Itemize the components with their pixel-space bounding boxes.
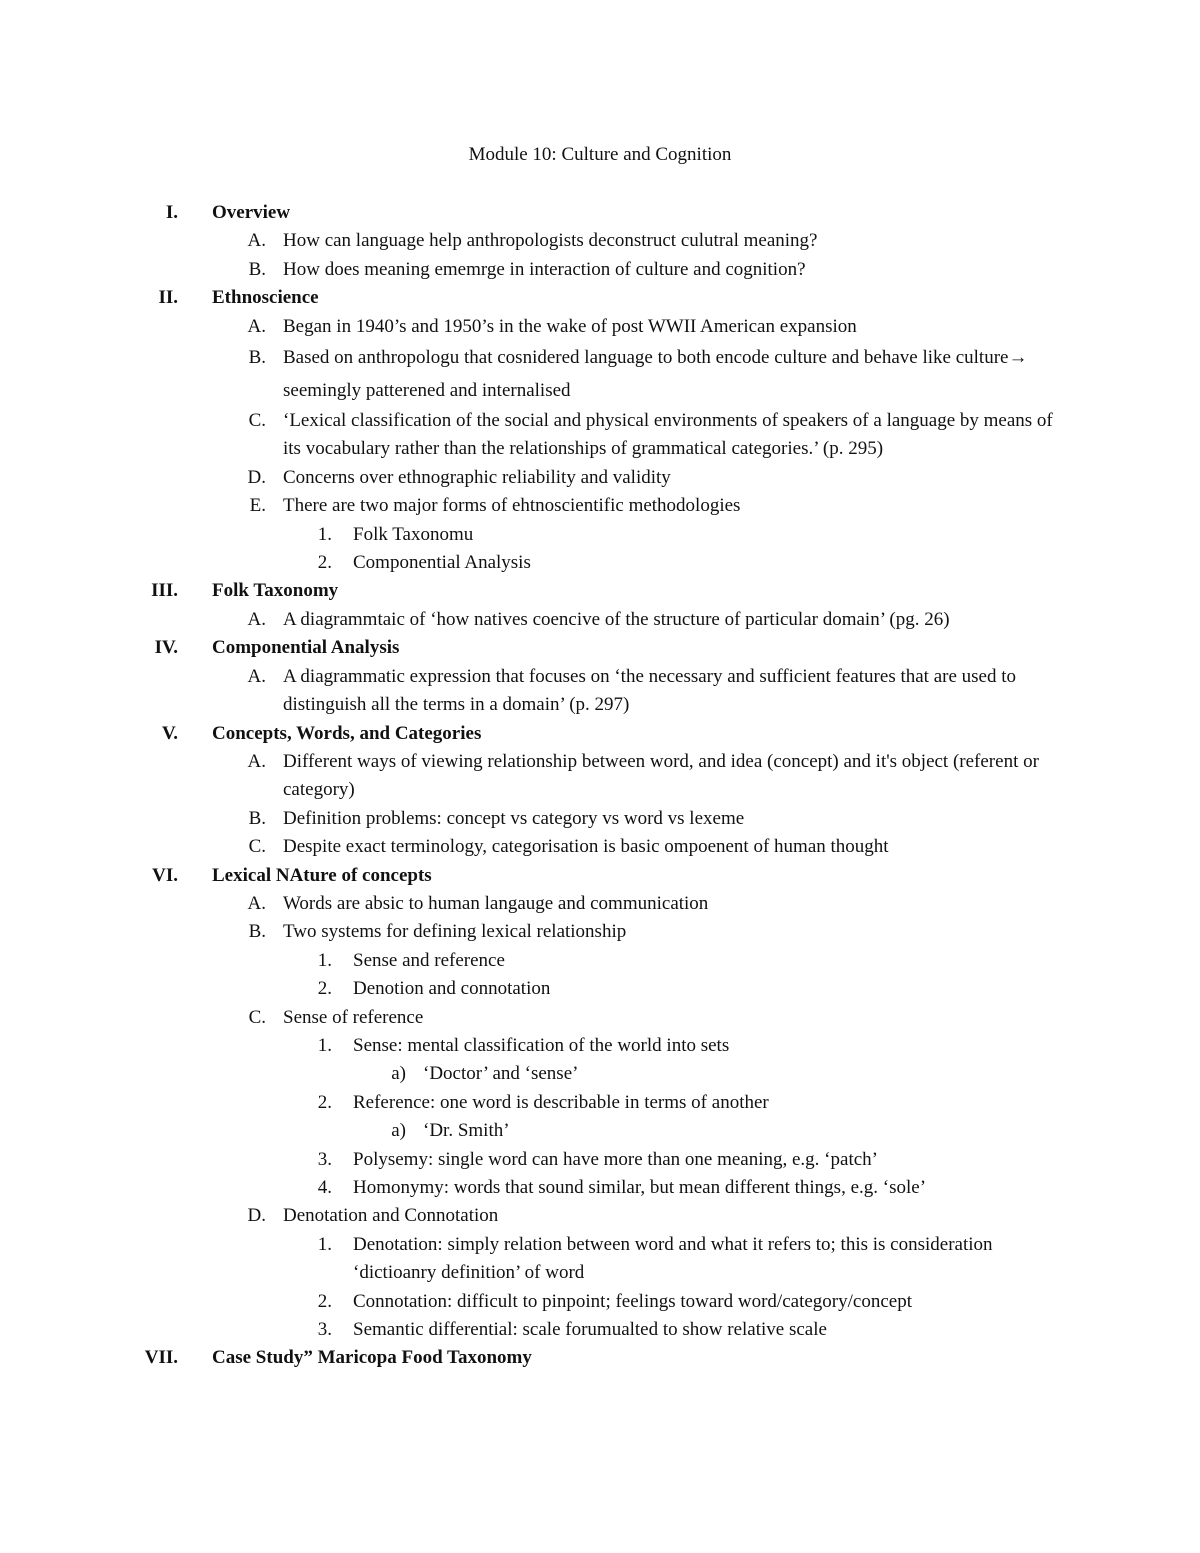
outline-text: Definition problems: concept vs category vs word vs lexeme bbox=[283, 807, 745, 829]
outline-text: ‘Doctor’ and ‘sense’ bbox=[423, 1063, 579, 1085]
outline-item bbox=[0, 918, 1200, 946]
outline-text: Sense and reference bbox=[353, 949, 505, 971]
outline-marker: 1. bbox=[317, 1233, 332, 1255]
outline-text: Homonymy: words that sound similar, but mean different things, e.g. ‘sole’ bbox=[353, 1177, 927, 1198]
outline-text: Connotation: difficult to pinpoint; feelings toward word/category/concept bbox=[353, 1290, 912, 1312]
outline-text: Case Study” Maricopa Food Taxonomy bbox=[212, 1347, 532, 1369]
outline-subsubitem bbox=[0, 1060, 1200, 1088]
outline-marker: 2. bbox=[317, 1290, 332, 1312]
outline-text: ‘Dr. Smith’ bbox=[423, 1120, 510, 1142]
outline-marker: A. bbox=[247, 892, 266, 914]
outline-marker: V. bbox=[161, 722, 178, 744]
outline-text: How does meaning ememrge in interaction of culture and cognition? bbox=[283, 258, 806, 280]
outline-marker: 1. bbox=[317, 1034, 332, 1056]
outline-marker: B. bbox=[248, 921, 266, 943]
outline-item bbox=[0, 805, 1200, 833]
outline-subitem bbox=[0, 1089, 1200, 1117]
outline-text: Two systems for defining lexical relationship bbox=[283, 921, 627, 943]
outline-marker: VI. bbox=[152, 864, 178, 886]
outline-marker: 3. bbox=[317, 1148, 332, 1170]
outline-subitem bbox=[0, 549, 1200, 577]
outline-marker: A. bbox=[247, 315, 266, 337]
outline-text: Sense: mental classification of the world into sets bbox=[353, 1034, 730, 1056]
section-heading bbox=[0, 199, 1200, 227]
section-heading bbox=[0, 1344, 1200, 1372]
outline-subitem bbox=[0, 1174, 1200, 1202]
outline-marker: a) bbox=[391, 1063, 406, 1085]
outline-marker: IV. bbox=[154, 637, 178, 659]
outline-text: Sense of reference bbox=[283, 1006, 424, 1028]
outline-list bbox=[0, 199, 1200, 1373]
outline-marker: a) bbox=[391, 1120, 406, 1142]
outline-text: Denotation: simply relation between word and what it refers to; this is consideration ‘dictioanry definition’ of word bbox=[353, 1233, 993, 1284]
outline-item bbox=[0, 227, 1200, 255]
outline-item bbox=[0, 407, 1200, 464]
outline-item bbox=[0, 313, 1200, 341]
outline-text: Componential Analysis bbox=[353, 552, 531, 574]
outline-item bbox=[0, 606, 1200, 634]
outline-marker: 1. bbox=[317, 523, 332, 545]
outline-marker: D. bbox=[247, 466, 266, 488]
outline-text: There are two major forms of ehtnoscientific methodologies bbox=[283, 495, 741, 517]
outline-item bbox=[0, 492, 1200, 520]
outline-marker: C. bbox=[248, 410, 266, 432]
document-title: Module 10: Culture and Cognition bbox=[468, 144, 732, 165]
outline-subitem bbox=[0, 521, 1200, 549]
outline-text: A diagrammtaic of ‘how natives coencive of the structure of particular domain’ (pg. 26) bbox=[283, 608, 950, 630]
outline-text: A diagrammatic expression that focuses on ‘the necessary and sufficient features that are used to distinguish all the terms in a domain’ (p. 297) bbox=[283, 665, 1017, 716]
outline-subitem bbox=[0, 1146, 1200, 1174]
outline-marker: 4. bbox=[317, 1177, 332, 1198]
outline-marker: 2. bbox=[317, 978, 332, 1000]
outline-item bbox=[0, 833, 1200, 861]
outline-marker: B. bbox=[248, 807, 266, 829]
outline-marker: I. bbox=[165, 202, 178, 223]
outline-subitem bbox=[0, 1316, 1200, 1344]
outline-marker: C. bbox=[248, 1006, 266, 1028]
outline-subitem bbox=[0, 947, 1200, 975]
outline-text: Ethnoscience bbox=[212, 287, 319, 309]
outline-text: Denotation and Connotation bbox=[283, 1205, 499, 1227]
outline-text: How can language help anthropologists deconstruct culutral meaning? bbox=[283, 230, 818, 252]
outline-item bbox=[0, 1202, 1200, 1230]
outline-text: Different ways of viewing relationship between word, and idea (concept) and it's object (referent or category) bbox=[283, 750, 1039, 801]
outline-marker: 3. bbox=[317, 1319, 332, 1341]
outline-text: Despite exact terminology, categorisation is basic ompoenent of human thought bbox=[283, 836, 889, 858]
outline-item bbox=[0, 256, 1200, 284]
outline-marker: VII. bbox=[144, 1347, 178, 1369]
outline-marker: B. bbox=[248, 347, 266, 369]
section-heading bbox=[0, 720, 1200, 748]
outline-text: Concerns over ethnographic reliability and validity bbox=[283, 466, 671, 488]
outline-text: ‘Lexical classification of the social and physical environments of speakers of a language by means of its vocabulary rather than the relationships of grammatical categories.’ (p. 295) bbox=[283, 410, 1053, 460]
outline-text: Overview bbox=[212, 202, 291, 223]
outline-text: Componential Analysis bbox=[212, 637, 400, 659]
outline-item bbox=[0, 748, 1200, 805]
outline-marker: II. bbox=[158, 287, 178, 309]
outline-item bbox=[0, 464, 1200, 492]
outline-marker: E. bbox=[249, 495, 266, 517]
outline-marker: 2. bbox=[317, 552, 332, 574]
section-heading bbox=[0, 634, 1200, 662]
section-heading bbox=[0, 862, 1200, 890]
outline-item bbox=[0, 890, 1200, 918]
outline-text: Folk Taxonomy bbox=[212, 580, 339, 602]
outline-marker: B. bbox=[248, 258, 266, 280]
outline-subitem bbox=[0, 975, 1200, 1003]
outline-subitem bbox=[0, 1288, 1200, 1316]
outline-text: Denotion and connotation bbox=[353, 978, 551, 1000]
outline-text: Began in 1940’s and 1950’s in the wake of post WWII American expansion bbox=[283, 315, 857, 337]
section-heading bbox=[0, 284, 1200, 312]
outline-text: Reference: one word is describable in terms of another bbox=[353, 1091, 769, 1113]
outline-marker: 1. bbox=[317, 949, 332, 971]
outline-text: Semantic differential: scale forumualted to show relative scale bbox=[353, 1319, 827, 1341]
outline-subitem bbox=[0, 1032, 1200, 1060]
outline-subsubitem bbox=[0, 1117, 1200, 1145]
section-heading bbox=[0, 577, 1200, 605]
outline-marker: A. bbox=[247, 750, 266, 772]
outline-marker: A. bbox=[247, 608, 266, 630]
outline-marker: C. bbox=[248, 836, 266, 858]
outline-text: Polysemy: single word can have more than one meaning, e.g. ‘patch’ bbox=[353, 1148, 878, 1170]
outline-marker: D. bbox=[247, 1205, 266, 1227]
outline-text: Lexical NAture of concepts bbox=[212, 864, 432, 886]
outline-item bbox=[0, 1004, 1200, 1032]
outline-text: Words are absic to human langauge and communication bbox=[283, 892, 709, 914]
outline-marker: A. bbox=[247, 230, 266, 252]
outline-text: Based on anthropologu that cosnidered language to both encode culture and behave like culture→ seemingly patterened and internalised bbox=[283, 347, 1028, 402]
outline-item bbox=[0, 341, 1200, 407]
outline-marker: III. bbox=[151, 580, 178, 602]
outline-item bbox=[0, 663, 1200, 720]
outline-text: Folk Taxonomu bbox=[353, 523, 474, 545]
outline-marker: A. bbox=[247, 665, 266, 687]
outline-subitem bbox=[0, 1231, 1200, 1288]
outline-marker: 2. bbox=[317, 1091, 332, 1113]
outline-text: Concepts, Words, and Categories bbox=[212, 722, 482, 744]
